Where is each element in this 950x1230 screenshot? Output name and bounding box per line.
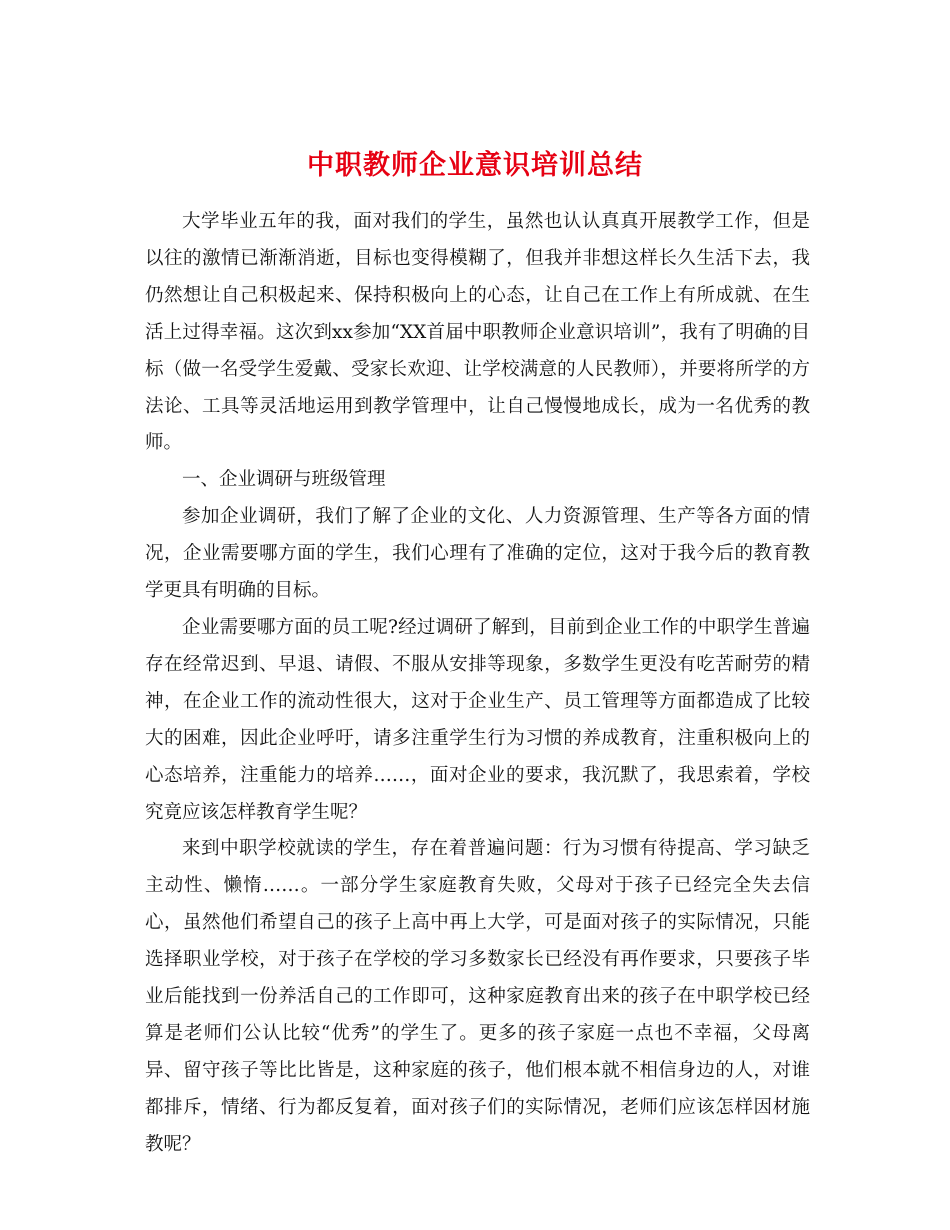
document-title: 中职教师企业意识培训总结	[307, 150, 643, 182]
paragraph-enterprise-research: 参加企业调研，我们了解了企业的文化、人力资源管理、生产等各方面的情况，企业需要哪方面的学生，我们心理有了准确的定位，这对于我今后的教育教学更具有明确的目标。	[145, 506, 810, 602]
section-heading: 一、企业调研与班级管理	[182, 469, 386, 491]
paragraph-intro: 大学毕业五年的我，面对我们的学生，虽然也认认真真开展教学工作，但是以往的激情已渐渐消逝，目标也变得模糊了，但我并非想这样长久生活下去，我仍然想让自己积极起来、保持积极向上的心态，让自己在工作上有所成就、在生活上过得幸福。这次到xx参加“XX首届中职教师企业意识培训”，我有了明确的目标（做一名受学生爱戴、受家长欢迎、让学校满意的人民教师），并要将所学的方法论、工具等灵活地运用到教学管理中，让自己慢慢地成长，成为一名优秀的教师。	[145, 211, 810, 454]
paragraph-enterprise-needs: 企业需要哪方面的员工呢?经过调研了解到，目前到企业工作的中职学生普遍存在经常迟到、早退、请假、不服从安排等现象，多数学生更没有吃苦耐劳的精神，在企业工作的流动性很大，这对于企业生产、员工管理等方面都造成了比较大的困难，因此企业呼吁，请多注重学生行为习惯的养成教育，注重积极向上的心态培养，注重能力的培养……，面对企业的要求，我沉默了，我思索着，学校究竟应该怎样教育学生呢？	[145, 616, 810, 823]
paragraph-student-issues: 来到中职学校就读的学生，存在着普遍问题：行为习惯有待提高、学习缺乏主动性、懒惰……。一部分学生家庭教育失败，父母对于孩子已经完全失去信心，虽然他们希望自己的孩子上高中再上大学，可是面对孩子的实际情况，只能选择职业学校，对于孩子在学校的学习多数家长已经没有再作要求，只要孩子毕业后能找到一份养活自己的工作即可，这种家庭教育出来的孩子在中职学校已经算是老师们公认比较“优秀”的学生了。更多的孩子家庭一点也不幸福，父母离异、留守孩子等比比皆是，这种家庭的孩子，他们根本就不相信身边的人，对谁都排斥，情绪、行为都反复着，面对孩子们的实际情况，老师们应该怎样因材施教呢？	[145, 838, 810, 1155]
document-body	[145, 204, 810, 1164]
